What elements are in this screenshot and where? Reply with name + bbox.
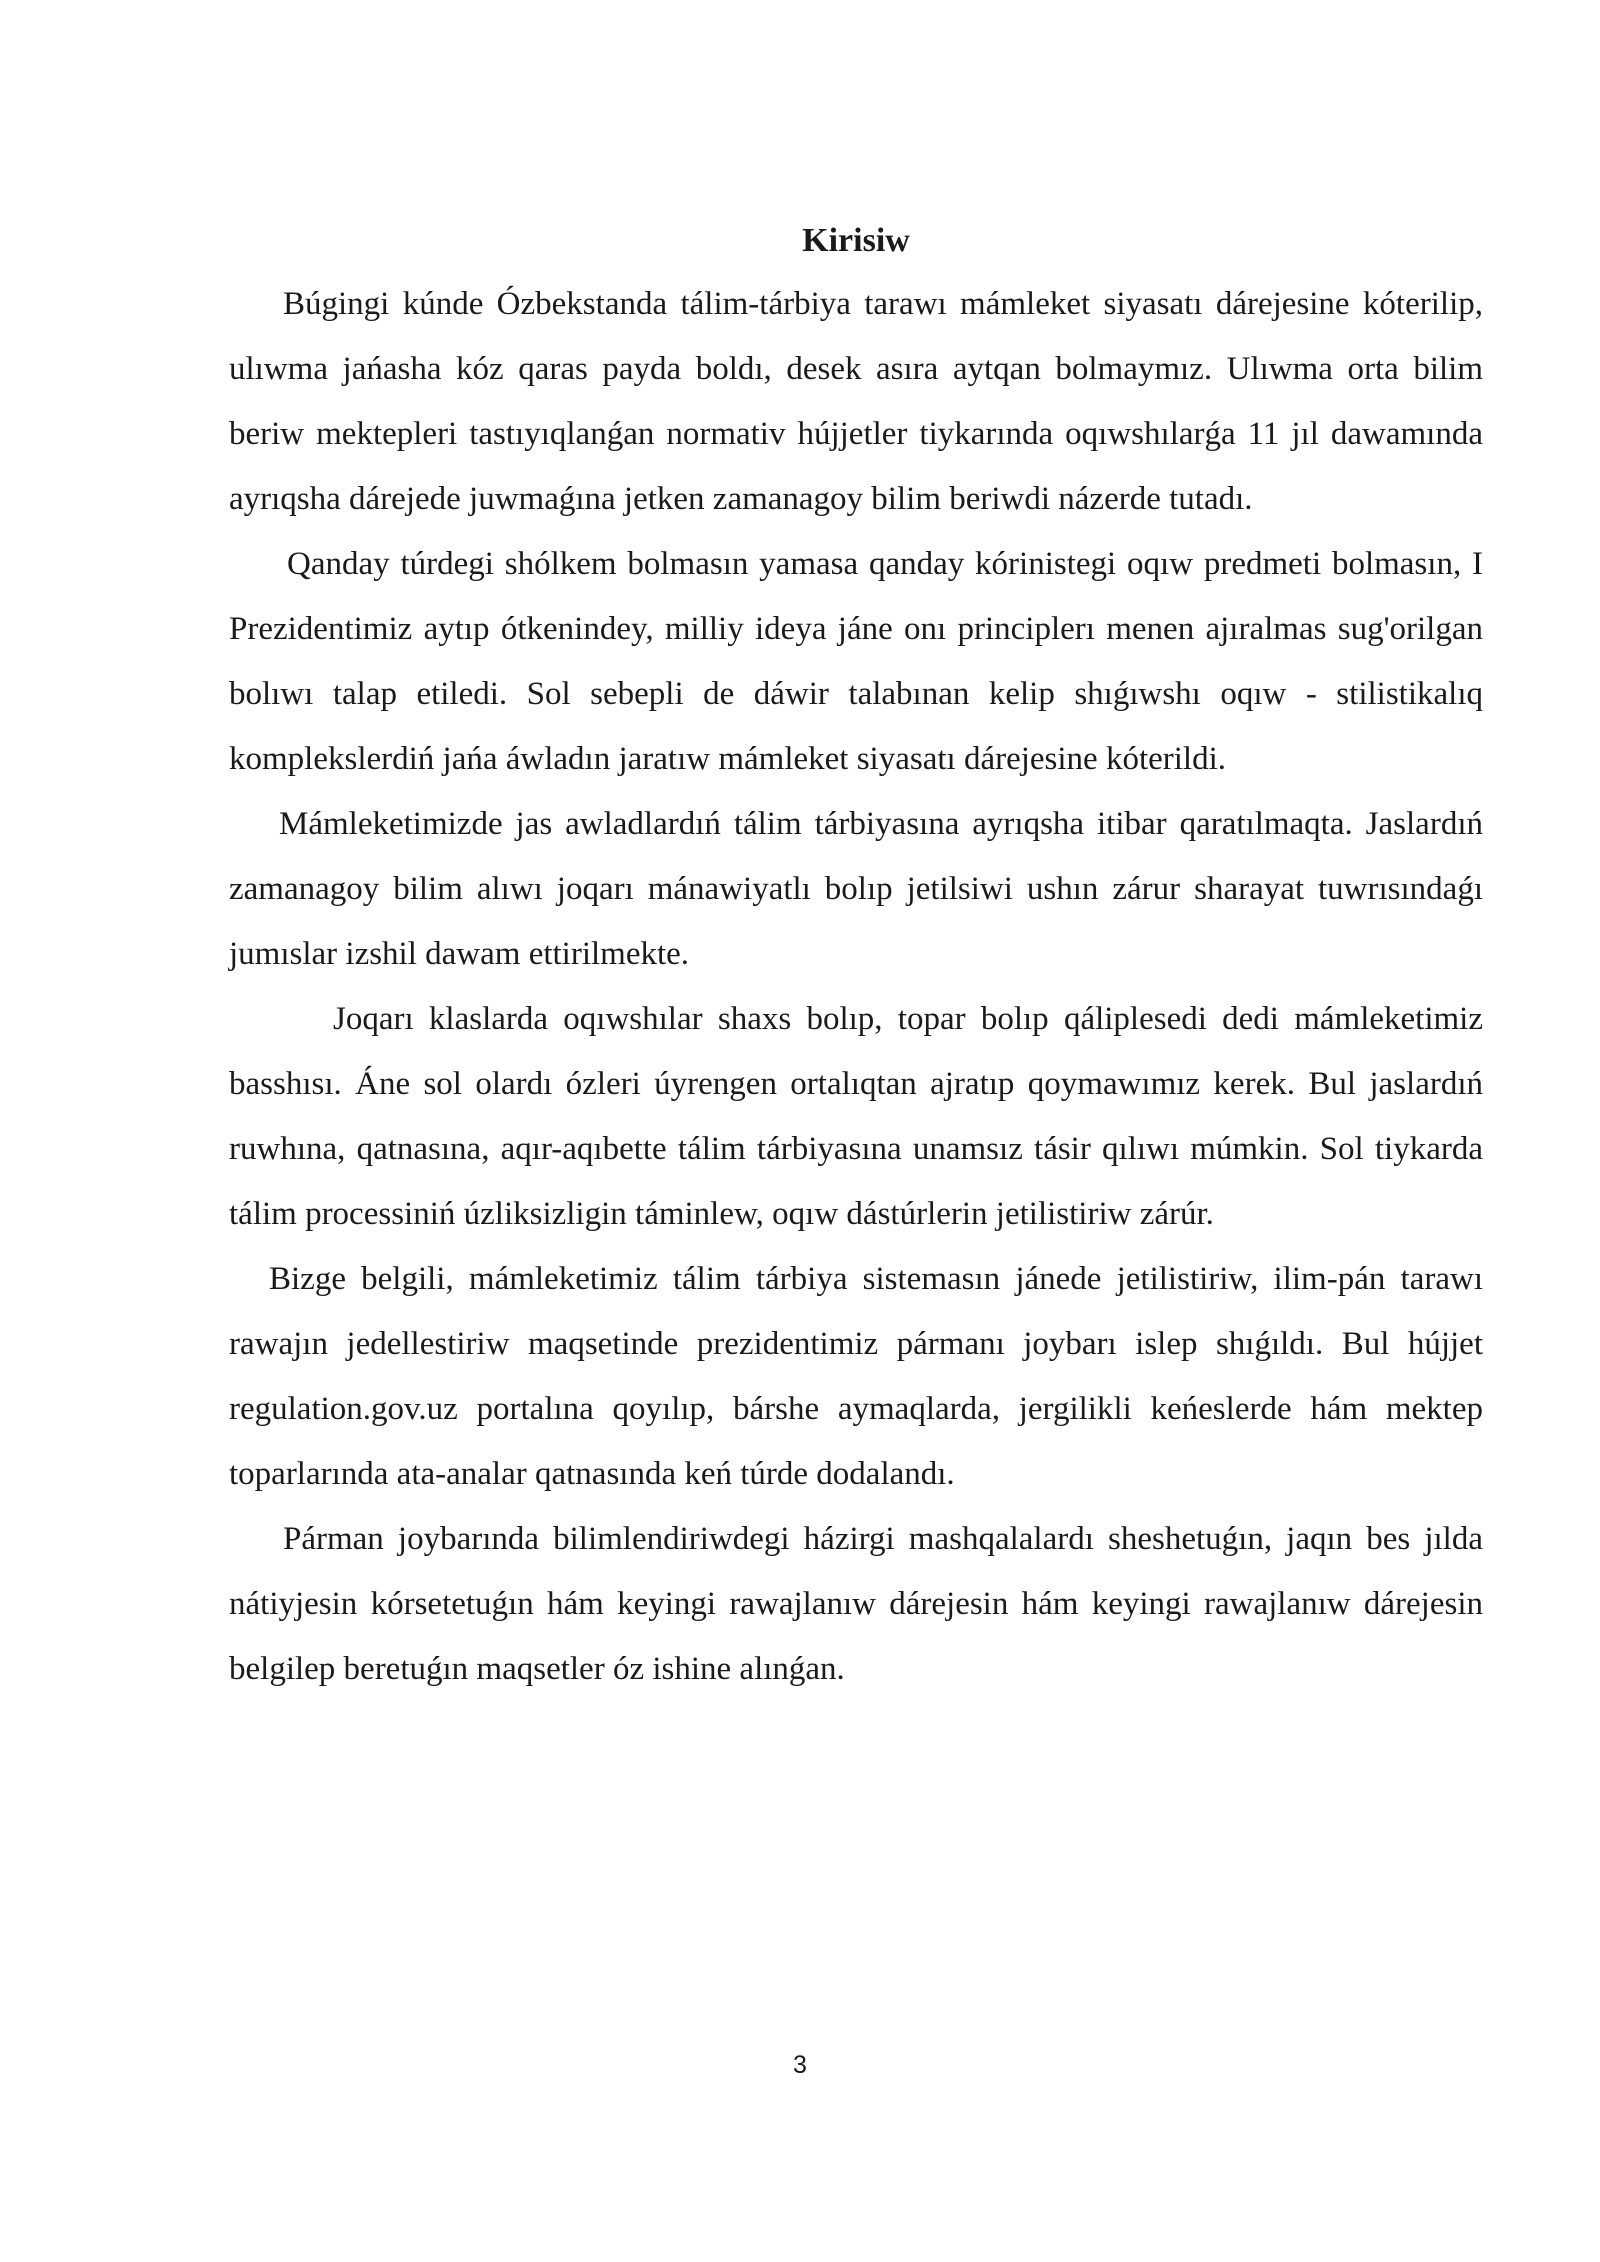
paragraph-3: Mámleketimizde jas awladlardıń tálim tárbiyasına ayrıqsha itibar qaratılmaqta. Jaslardıń zamanagoy bilim alıwı joqarı mánawiyatlı bolıp jetilsiwi ushın zárur sharayat tuwrısındaǵı jumıslar izshil dawam ettirilmekte.	[229, 806, 1483, 972]
paragraph-6: Párman joybarında bilimlendiriwdegi házirgi mashqalalardı sheshetuǵın, jaqın bes jılda nátiyjesin kórsetetuǵın hám keyingi rawajlanıw dárejesin hám keyingi rawajlanıw dárejesin belgilep beretuǵın maqsetler óz ishine alınǵan.	[229, 1521, 1483, 1687]
paragraph-2: Qanday túrdegi shólkem bolmasın yamasa qanday kórinistegi oqıw predmeti bolmasın, I Prezidentimiz aytıp ótkenindey, milliy ideya jáne onı principlerı menen ajıralmas sug'orilgan bolıwı talap etiledi. Sol sebepli de dáwir talabınan kelip shıǵıwshı oqıw - stilistikalıq komplekslerdiń jańa áwladın jaratıw mámleket siyasatı dárejesine kóterildi.	[229, 546, 1483, 777]
paragraph-5: Bizge belgili, mámleketimiz tálim tárbiya sistemasın jánede jetilistiriw, ilim-pán tarawı rawajın jedellestiriw maqsetinde prezidentimiz pármanı joybarı islep shıǵıldı. Bul hújjet regulation.gov.uz portalına qoyılıp, bárshe aymaqlarda, jergilikli keńeslerde hám mektep toparlarında ata-analar qatnasında keń túrde dodalandı.	[229, 1261, 1483, 1492]
paragraph-1: Búgingi kúnde Ózbekstanda tálim-tárbiya tarawı mámleket siyasatı dárejesine kóterilip, ulıwma jańasha kóz qaras payda boldı, desek asıra aytqan bolmaymız. Ulıwma orta bilim beriw mektepleri tastıyıqlanǵan normativ hújjetler tiykarında oqıwshılarǵa 11 jıl dawamında ayrıqsha dárejede juwmaǵına jetken zamanagoy bilim beriwdi názerde tutadı.	[229, 286, 1483, 517]
page-title: Kirisiw	[802, 222, 910, 259]
page-body	[229, 210, 1483, 1702]
page-number: 3	[793, 2051, 807, 2079]
paragraph-4: Joqarı klaslarda oqıwshılar shaxs bolıp, topar bolıp qáliplesedi dedi mámleketimiz basshısı. Áne sol olardı ózleri úyrengen ortalıqtan ajratıp qoymawımız kerek. Bul jaslardıń ruwhına, qatnasına, aqır-aqıbette tálim tárbiyasına unamsız tásir qılıwı múmkin. Sol tiykarda tálim processiniń úzliksizligin táminlew, oqıw dástúrlerin jetilistiriw zárúr.	[229, 1001, 1483, 1232]
